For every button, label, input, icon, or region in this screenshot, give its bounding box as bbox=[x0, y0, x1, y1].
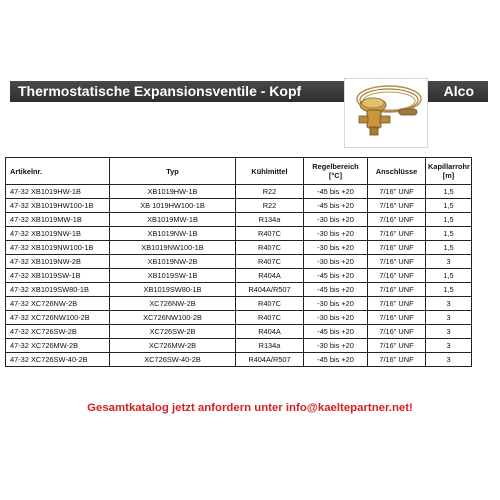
cell-kapillarrohr: 3 bbox=[426, 325, 472, 339]
table-row bbox=[6, 325, 472, 339]
cell-typ: XC726MW-2B bbox=[110, 339, 236, 353]
cell-regelbereich: -30 bis +20 bbox=[304, 255, 368, 269]
cell-artikelnr: 47-32 XC726SW-2B bbox=[6, 325, 110, 339]
column-header-typ: Typ bbox=[110, 158, 236, 185]
cell-artikelnr: 47-32 XC726NW100-2B bbox=[6, 311, 110, 325]
cell-typ: XC726NW-2B bbox=[110, 297, 236, 311]
product-image bbox=[344, 78, 428, 148]
cell-regelbereich: -30 bis +20 bbox=[304, 297, 368, 311]
cell-regelbereich: -45 bis +20 bbox=[304, 283, 368, 297]
cell-artikelnr: 47-32 XB1019HW-1B bbox=[6, 185, 110, 199]
cell-regelbereich: -45 bis +20 bbox=[304, 185, 368, 199]
table-row bbox=[6, 185, 472, 199]
cell-artikelnr: 47-32 XB1019NW-1B bbox=[6, 227, 110, 241]
cell-kuehlmittel: R404A bbox=[236, 325, 304, 339]
cell-artikelnr: 47-32 XB1019NW100-1B bbox=[6, 241, 110, 255]
cell-typ: XC726NW100-2B bbox=[110, 311, 236, 325]
page-title: Thermostatische Expansionsventile - Kopf bbox=[18, 83, 302, 99]
cell-kuehlmittel: R407C bbox=[236, 297, 304, 311]
cell-kuehlmittel: R404A bbox=[236, 269, 304, 283]
column-header-artikelnr: Artikelnr. bbox=[6, 158, 110, 185]
cell-anschluesse: 7/16" UNF bbox=[368, 311, 426, 325]
valve-table-container bbox=[5, 157, 471, 367]
cell-anschluesse: 7/16" UNF bbox=[368, 241, 426, 255]
cell-anschluesse: 7/16" UNF bbox=[368, 213, 426, 227]
cell-kuehlmittel: R407C bbox=[236, 241, 304, 255]
cell-kapillarrohr: 3 bbox=[426, 297, 472, 311]
expansion-valve-icon bbox=[345, 79, 427, 147]
cell-regelbereich: -45 bis +20 bbox=[304, 353, 368, 367]
cell-kapillarrohr: 3 bbox=[426, 353, 472, 367]
table-header-row bbox=[6, 158, 472, 185]
cell-kuehlmittel: R407C bbox=[236, 255, 304, 269]
cell-anschluesse: 7/16" UNF bbox=[368, 199, 426, 213]
table-row bbox=[6, 353, 472, 367]
cell-kapillarrohr: 1,5 bbox=[426, 283, 472, 297]
cell-regelbereich: -30 bis +20 bbox=[304, 311, 368, 325]
cell-kapillarrohr: 1,5 bbox=[426, 241, 472, 255]
cell-artikelnr: 47-32 XB1019NW-2B bbox=[6, 255, 110, 269]
cell-typ: XB1019MW-1B bbox=[110, 213, 236, 227]
cell-typ: XB1019SW-1B bbox=[110, 269, 236, 283]
table-row bbox=[6, 311, 472, 325]
cell-kapillarrohr: 1,5 bbox=[426, 227, 472, 241]
cell-kuehlmittel: R404A/R507 bbox=[236, 283, 304, 297]
cell-artikelnr: 47-32 XB1019SW80-1B bbox=[6, 283, 110, 297]
cell-regelbereich: -30 bis +20 bbox=[304, 339, 368, 353]
cell-anschluesse: 7/16" UNF bbox=[368, 325, 426, 339]
table-row bbox=[6, 339, 472, 353]
column-header-kapillarrohr: Kapillarrohr [m] bbox=[426, 158, 472, 185]
table-row bbox=[6, 213, 472, 227]
column-header-regelbereich: Regelbereich [°C] bbox=[304, 158, 368, 185]
cell-anschluesse: 7/16" UNF bbox=[368, 255, 426, 269]
cell-kapillarrohr: 1,5 bbox=[426, 199, 472, 213]
cell-kapillarrohr: 3 bbox=[426, 255, 472, 269]
cell-regelbereich: -45 bis +20 bbox=[304, 325, 368, 339]
cell-kuehlmittel: R407C bbox=[236, 227, 304, 241]
column-header-kuehlmittel: Kühlmittel bbox=[236, 158, 304, 185]
cell-anschluesse: 7/16" UNF bbox=[368, 297, 426, 311]
cell-kuehlmittel: R404A/R507 bbox=[236, 353, 304, 367]
brand-label: Alco bbox=[443, 83, 474, 99]
cell-typ: XB1019NW-2B bbox=[110, 255, 236, 269]
cell-typ: XB1019NW100-1B bbox=[110, 241, 236, 255]
table-row bbox=[6, 227, 472, 241]
cell-kapillarrohr: 1,5 bbox=[426, 185, 472, 199]
cell-artikelnr: 47-32 XC726MW-2B bbox=[6, 339, 110, 353]
cell-kuehlmittel: R407C bbox=[236, 311, 304, 325]
cell-typ: XC726SW-2B bbox=[110, 325, 236, 339]
table-row bbox=[6, 241, 472, 255]
cell-regelbereich: -45 bis +20 bbox=[304, 199, 368, 213]
catalog-request-note: Gesamtkatalog jetzt anfordern unter info@kaeltepartner.net! bbox=[87, 402, 413, 414]
cell-regelbereich: -30 bis +20 bbox=[304, 213, 368, 227]
cell-kapillarrohr: 1,5 bbox=[426, 269, 472, 283]
cell-anschluesse: 7/16" UNF bbox=[368, 269, 426, 283]
cell-anschluesse: 7/16" UNF bbox=[368, 227, 426, 241]
table-row bbox=[6, 297, 472, 311]
cell-typ: XC726SW-40-2B bbox=[110, 353, 236, 367]
cell-regelbereich: -30 bis +20 bbox=[304, 227, 368, 241]
cell-kapillarrohr: 1,5 bbox=[426, 213, 472, 227]
cell-anschluesse: 7/16" UNF bbox=[368, 339, 426, 353]
cell-kuehlmittel: R22 bbox=[236, 199, 304, 213]
valve-table bbox=[5, 157, 472, 367]
cell-anschluesse: 7/16" UNF bbox=[368, 185, 426, 199]
cell-artikelnr: 47-32 XB1019SW-1B bbox=[6, 269, 110, 283]
cell-artikelnr: 47-32 XB1019MW-1B bbox=[6, 213, 110, 227]
cell-anschluesse: 7/16" UNF bbox=[368, 353, 426, 367]
table-row bbox=[6, 269, 472, 283]
cell-artikelnr: 47-32 XC726SW-40-2B bbox=[6, 353, 110, 367]
cell-regelbereich: -30 bis +20 bbox=[304, 241, 368, 255]
cell-regelbereich: -45 bis +20 bbox=[304, 269, 368, 283]
table-row bbox=[6, 255, 472, 269]
table-row bbox=[6, 283, 472, 297]
table-row bbox=[6, 199, 472, 213]
cell-artikelnr: 47-32 XC726NW-2B bbox=[6, 297, 110, 311]
cell-typ: XB1019NW-1B bbox=[110, 227, 236, 241]
cell-typ: XB1019SW80-1B bbox=[110, 283, 236, 297]
cell-typ: XB 1019HW100-1B bbox=[110, 199, 236, 213]
cell-kuehlmittel: R22 bbox=[236, 185, 304, 199]
cell-typ: XB1019HW-1B bbox=[110, 185, 236, 199]
cell-artikelnr: 47-32 XB1019HW100-1B bbox=[6, 199, 110, 213]
cell-kuehlmittel: R134a bbox=[236, 213, 304, 227]
cell-kapillarrohr: 3 bbox=[426, 311, 472, 325]
column-header-anschluesse: Anschlüsse bbox=[368, 158, 426, 185]
cell-kuehlmittel: R134a bbox=[236, 339, 304, 353]
cell-anschluesse: 7/16" UNF bbox=[368, 283, 426, 297]
cell-kapillarrohr: 3 bbox=[426, 339, 472, 353]
